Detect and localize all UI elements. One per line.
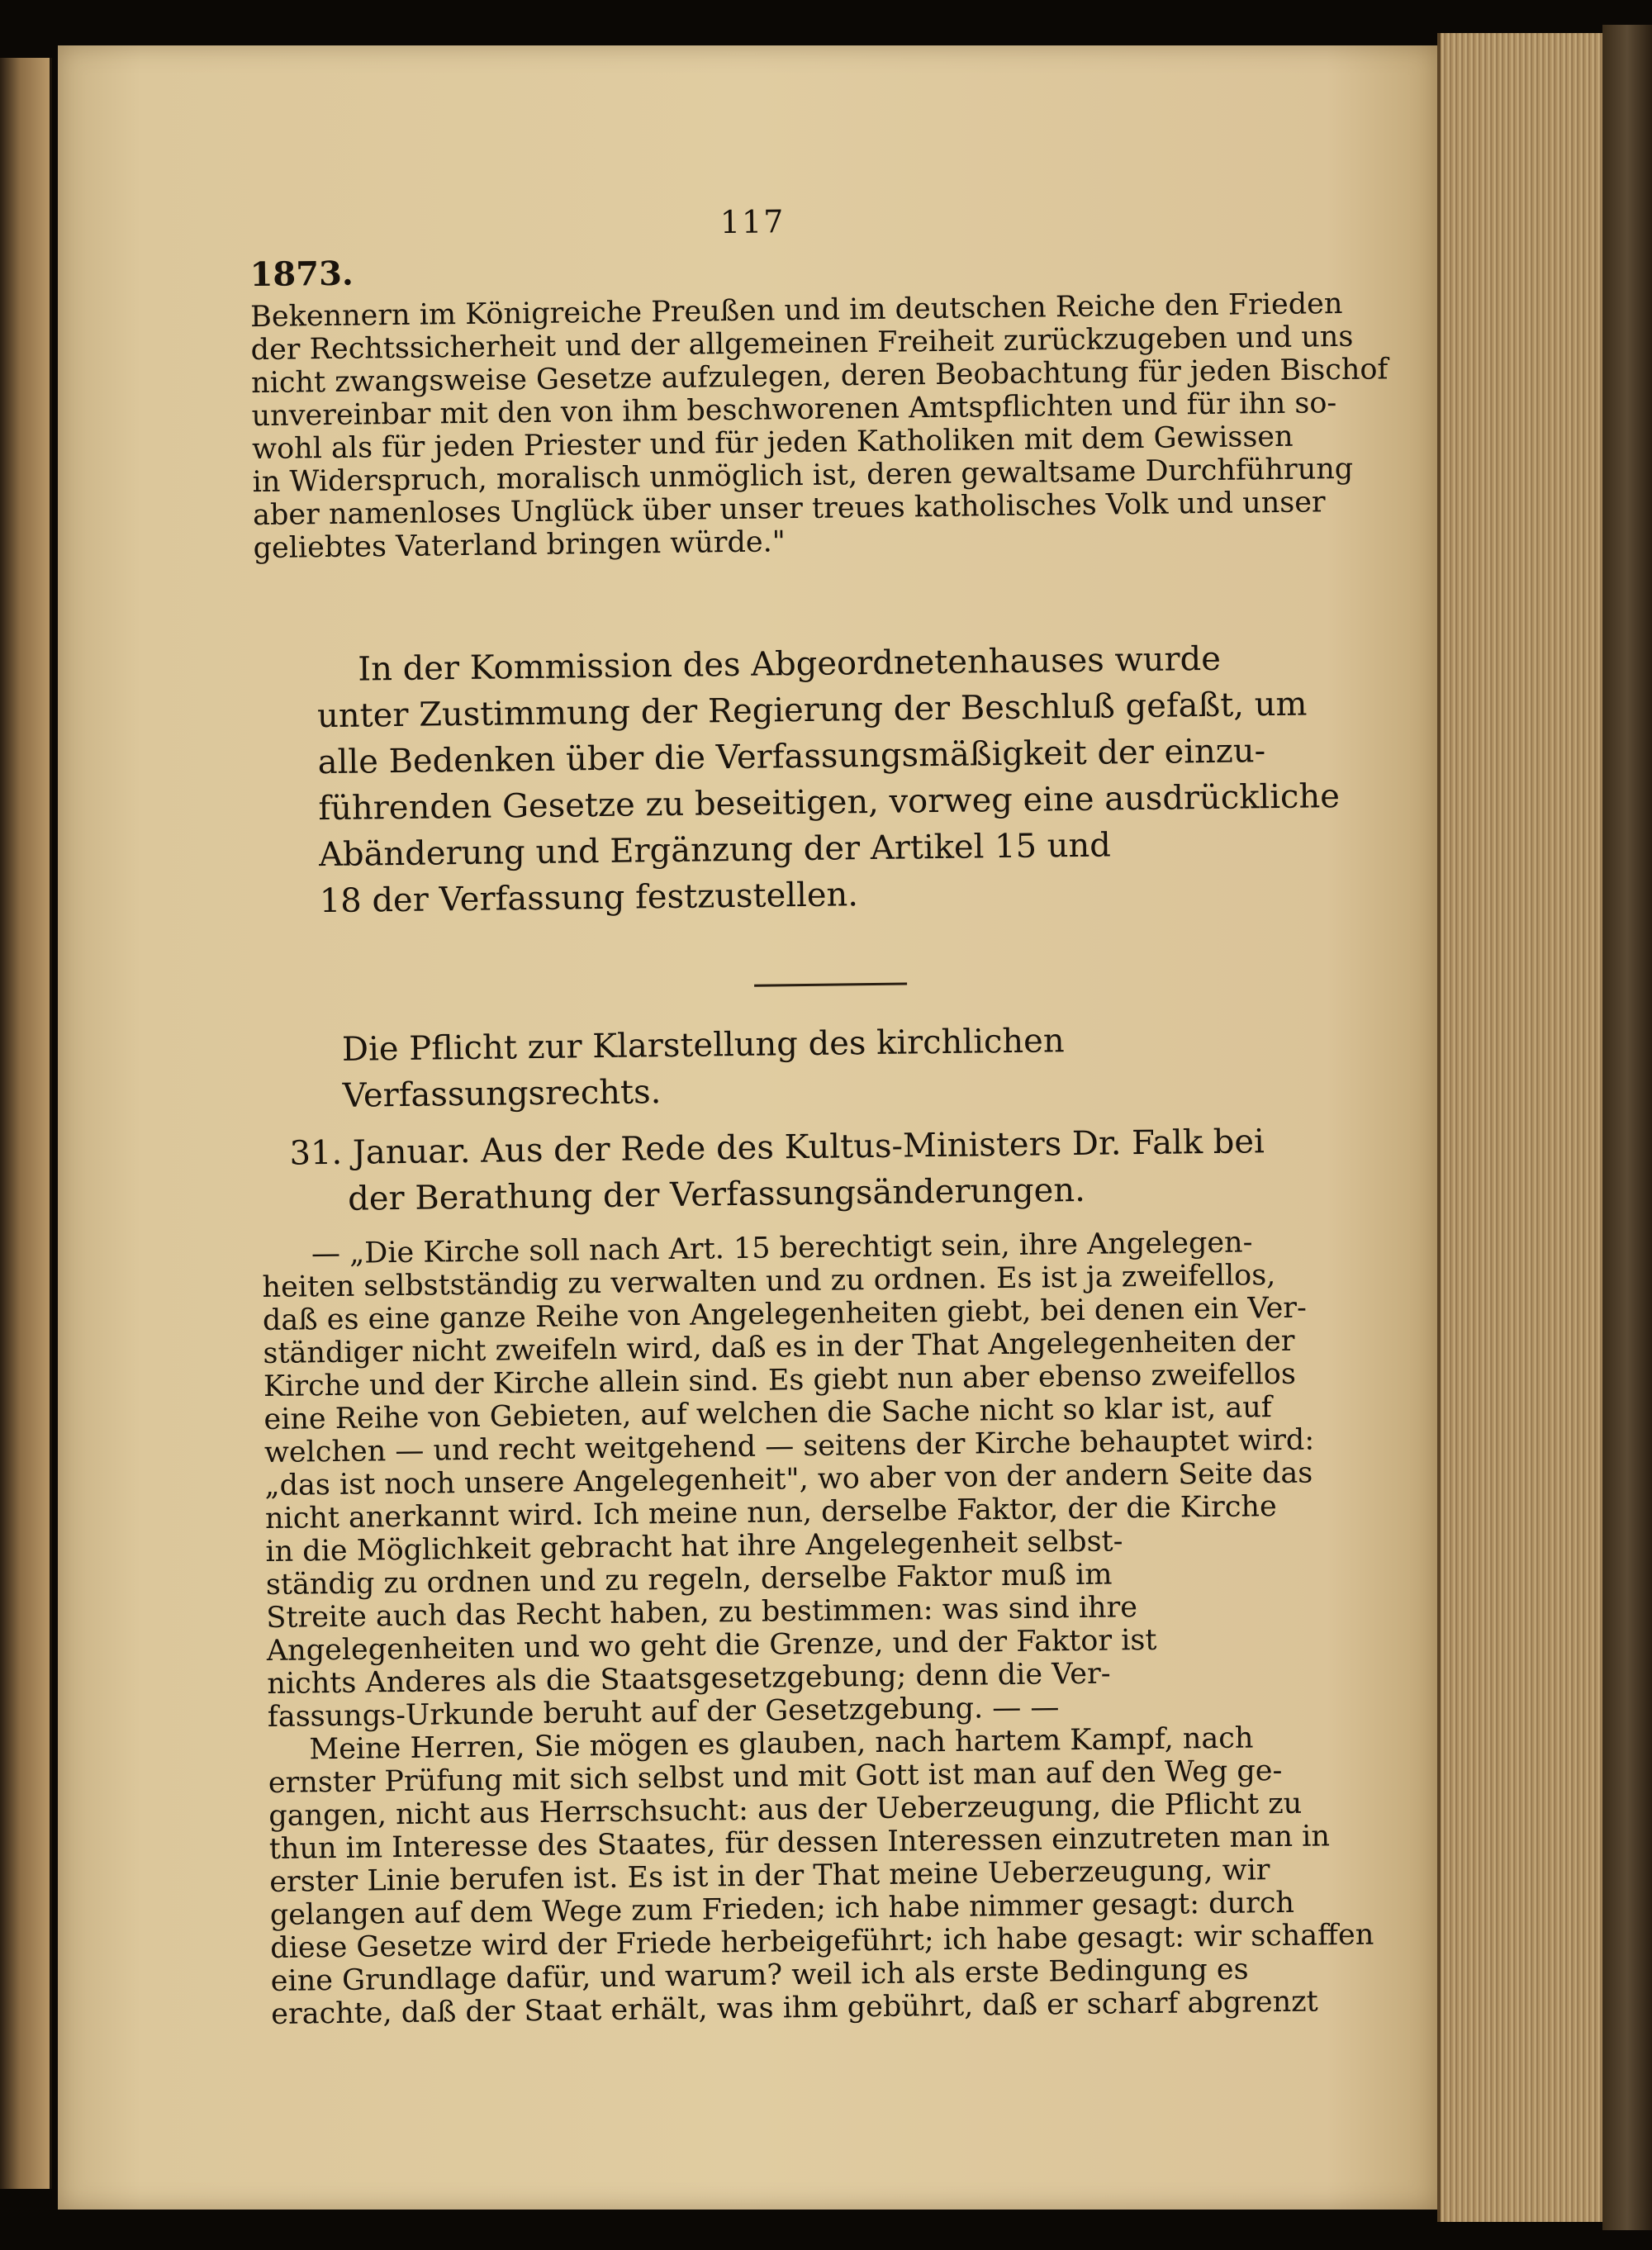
text-line: daß es eine ganze Reihe von Angelegenheiten giebt, bei denen ein Ver- <box>262 1291 1308 1338</box>
date-entry <box>289 1118 1265 1222</box>
text-line: In der Kommission des Abgeordnetenhauses wurde <box>358 639 1222 689</box>
text-line: Kirche und der Kirche allein sind. Es giebt nun aber ebenso zweifellos <box>263 1357 1297 1404</box>
page-text-block <box>190 90 1389 2031</box>
text-line: 31. Januar. Aus der Rede des Kultus-Ministers Dr. Falk bei <box>289 1123 1265 1173</box>
text-line: Abänderung und Ergänzung der Artikel 15 und <box>318 826 1112 875</box>
text-line: heiten selbstständig zu verwalten und zu ordnen. Es ist ja zweifellos, <box>262 1259 1276 1305</box>
page-stack-edge <box>1437 33 1606 2222</box>
section-divider <box>754 982 907 986</box>
commission-paragraph <box>316 634 1341 924</box>
text-line: der Rechtssicherheit und der allgemeinen Freiheit zurückzugeben und uns <box>250 320 1354 368</box>
text-line: erster Linie berufen ist. Es ist in der That meine Ueberzeugung, wir <box>269 1854 1270 1899</box>
text-line: eine Grundlage dafür, und warum? weil ich als erste Bedingung es <box>270 1953 1249 1998</box>
text-line: Streite auch das Recht haben, zu bestimmen: was sind ihre <box>266 1591 1138 1635</box>
book-page <box>58 45 1437 2210</box>
year-marker: 1873. <box>249 254 354 295</box>
text-line: wohl als für jeden Priester und für jeden Katholiken mit dem Gewissen <box>251 420 1294 467</box>
text-line: unter Zustimmung der Regierung der Beschluß gefaßt, um <box>316 685 1308 736</box>
text-line: nicht zwangsweise Gesetze aufzulegen, deren Beobachtung für jeden Bischof <box>250 353 1389 401</box>
text-line: — „Die Kirche soll nach Art. 15 berechtigt sein, ihre Angelegen- <box>311 1226 1253 1271</box>
text-line: fassungs-Urkunde beruht auf der Gesetzgebung. — — <box>267 1691 1060 1734</box>
book-cover-edge <box>1602 25 1652 2230</box>
text-line: der Berathung der Verfassungsänderungen. <box>347 1170 1086 1218</box>
text-line: eine Reihe von Gebieten, auf welchen die Sache nicht so klar ist, auf <box>263 1391 1272 1437</box>
page-number: 117 <box>719 203 786 241</box>
text-line: Angelegenheiten und wo geht die Grenze, und der Faktor ist <box>266 1623 1157 1669</box>
text-line: 18 der Verfassung festzustellen. <box>319 876 859 921</box>
text-line: „das ist noch unsere Angelegenheit", wo aber von der andern Seite das <box>264 1456 1313 1503</box>
text-line: gelangen auf dem Wege zum Frieden; ich habe nimmer gesagt: durch <box>269 1886 1295 1932</box>
section-heading <box>342 1018 1066 1119</box>
text-line: Bekennern im Königreiche Preußen und im deutschen Reiche den Frieden <box>249 287 1343 335</box>
text-line: nicht anerkannt wird. Ich meine nun, derselbe Faktor, der die Kirche <box>264 1490 1277 1536</box>
quote-end-paragraph <box>250 287 1390 565</box>
text-line: thun im Interesse des Staates, für dessen Interessen einzutreten man in <box>268 1820 1331 1866</box>
text-line: führenden Gesetze zu beseitigen, vorweg eine ausdrückliche <box>318 777 1341 828</box>
text-line: in Widerspruch, moralisch unmöglich ist, deren gewaltsame Durchführung <box>252 452 1354 500</box>
text-line: diese Gesetze wird der Friede herbeigeführt; ich habe gesagt: wir schaffen <box>270 1918 1374 1965</box>
text-line: unvereinbar mit den von ihm beschworenen Amtspflichten und für ihn so- <box>251 387 1337 434</box>
text-line: Meine Herren, Sie mögen es glauben, nach hartem Kampf, nach <box>309 1721 1254 1767</box>
text-line: nichts Anderes als die Staatsgesetzgebung; denn die Ver- <box>267 1657 1111 1702</box>
text-line: ständiger nicht zweifeln wird, daß es in der That Angelegenheiten der <box>263 1324 1295 1371</box>
heading-line: Verfassungsrechts. <box>342 1073 662 1115</box>
text-line: welchen — und recht weitgehend — seitens der Kirche behauptet wird: <box>263 1423 1315 1470</box>
text-line: geliebtes Vaterland bringen würde." <box>253 525 786 566</box>
text-line: gangen, nicht aus Herrschsucht: aus der Ueberzeugung, die Pflicht zu <box>268 1787 1303 1833</box>
heading-line: Die Pflicht zur Klarstellung des kirchlichen <box>341 1022 1065 1069</box>
left-page-edge <box>0 58 52 2189</box>
text-line: erachte, daß der Staat erhält, was ihm gebührt, daß er scharf abgrenzt <box>271 1985 1318 2031</box>
text-line: in die Möglichkeit gebracht hat ihre Angelegenheit selbst- <box>265 1525 1123 1569</box>
speech-paragraph <box>262 1225 1375 2031</box>
text-line: ernster Prüfung mit sich selbst und mit Gott ist man auf den Weg ge- <box>268 1754 1283 1800</box>
text-line: aber namenloses Unglück über unser treues katholisches Volk und unser <box>252 486 1326 533</box>
text-line: alle Bedenken über die Verfassungsmäßigkeit der einzu- <box>317 732 1266 782</box>
text-line: ständig zu ordnen und zu regeln, derselbe Faktor muß im <box>265 1558 1113 1602</box>
